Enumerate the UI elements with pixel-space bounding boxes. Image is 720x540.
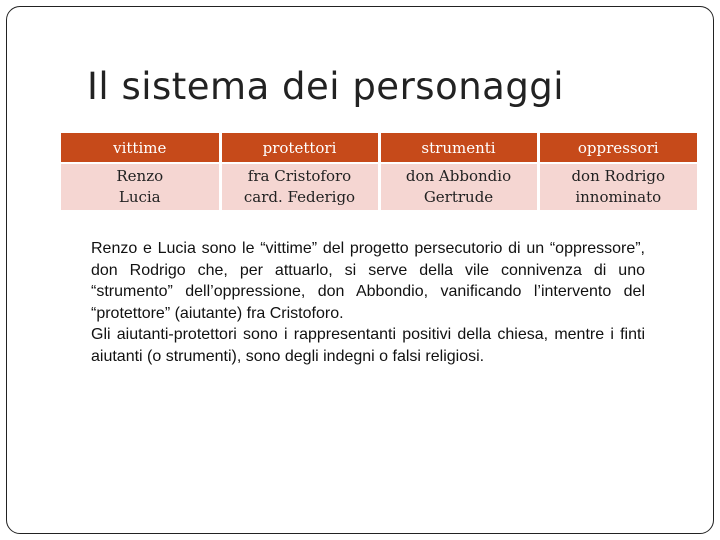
body-text: [91, 238, 645, 367]
cell-protettori: [220, 163, 379, 210]
cell-line: don Rodrigo: [571, 167, 666, 185]
table-row: [61, 163, 697, 210]
cell-strumenti: [379, 163, 538, 210]
cell-line: Renzo: [116, 167, 164, 185]
cell-line: Lucia: [118, 188, 161, 206]
cell-vittime: [61, 163, 220, 210]
cell-line: fra Cristoforo: [247, 167, 352, 185]
cell-line: Gertrude: [423, 188, 494, 206]
body-paragraph: Renzo e Lucia sono le “vittime” del progetto persecutorio di un “oppressore”, don Rodrigo che, per attuarlo, si serve della vile connivenza di uno “strumento” dell’oppressione, don Abbondio, vanificando l’intervento del “protettore” (aiutante) fra Cristoforo.: [91, 240, 645, 322]
header-protettori: protettori: [220, 133, 379, 163]
cell-line: don Abbondio: [405, 167, 512, 185]
body-paragraph: Gli aiutanti-protettori sono i rappresentanti positivi della chiesa, mentre i finti aiutanti (o strumenti), sono degli indegni o falsi religiosi.: [91, 326, 645, 365]
cell-line: card. Federigo: [243, 188, 356, 206]
header-vittime: vittime: [61, 133, 220, 163]
cell-oppressori: [538, 163, 697, 210]
table-header-row: [61, 133, 697, 163]
header-oppressori: oppressori: [538, 133, 697, 163]
characters-table: [61, 133, 697, 210]
slide-title: Il sistema dei personaggi: [87, 65, 565, 108]
cell-line: innominato: [575, 188, 662, 206]
header-strumenti: strumenti: [379, 133, 538, 163]
